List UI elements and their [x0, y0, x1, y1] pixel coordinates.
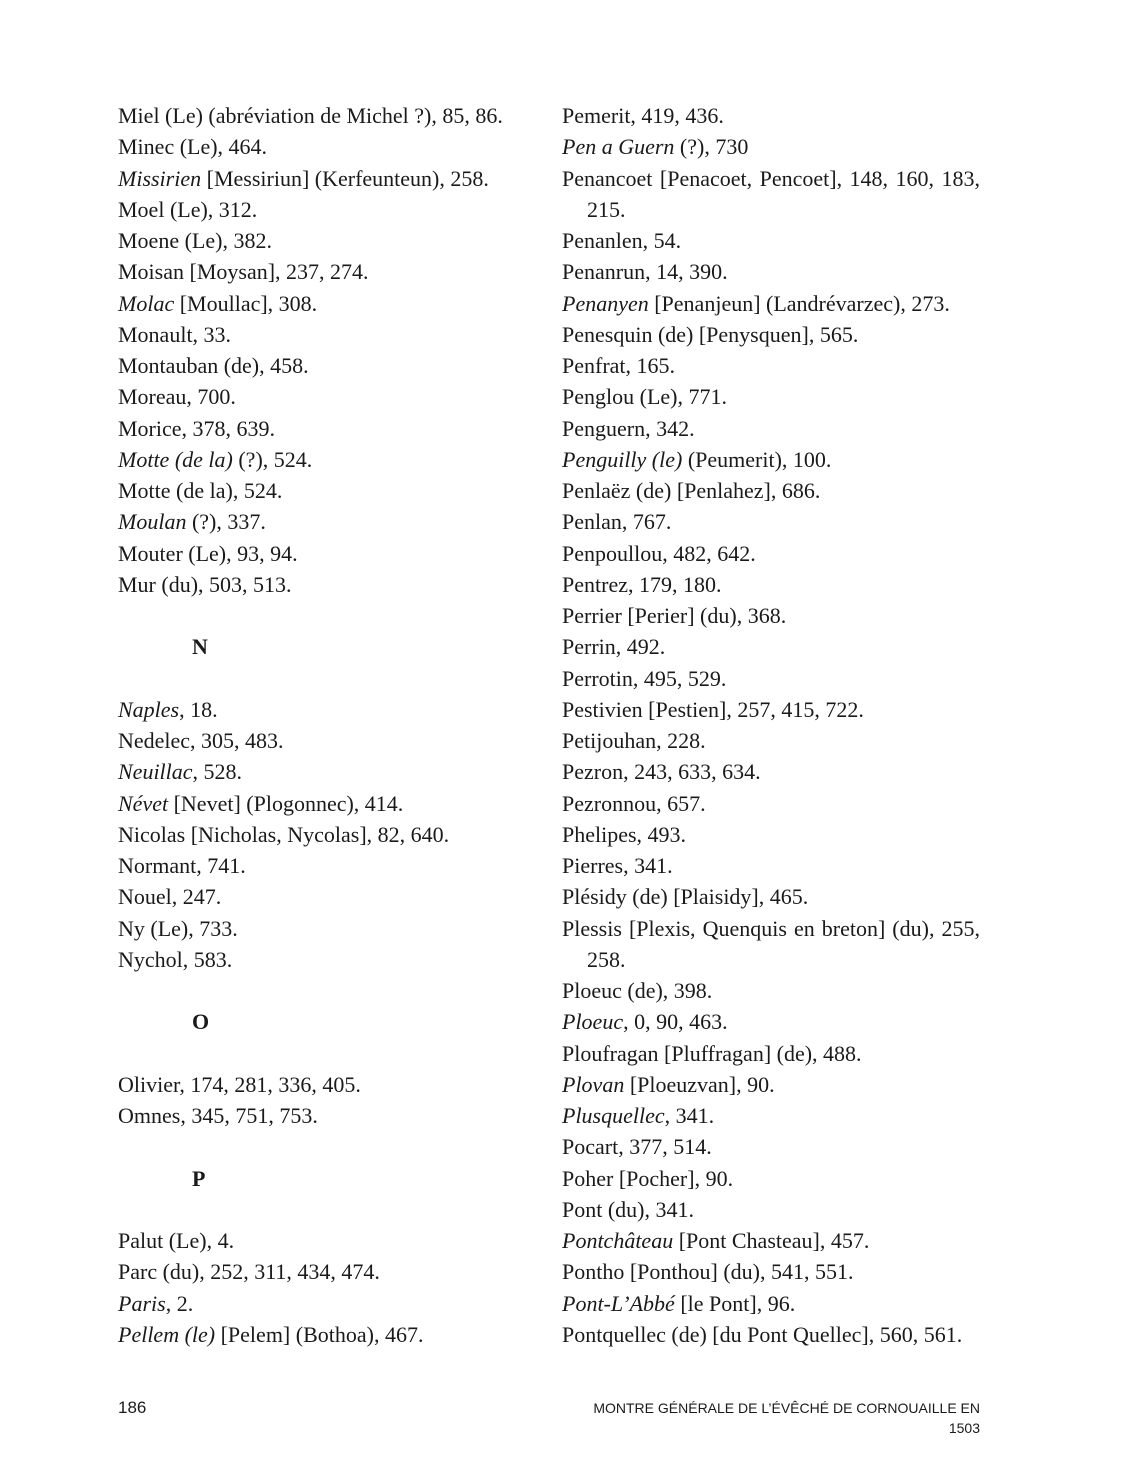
- index-entry: [118, 756, 543, 787]
- index-entry: [562, 756, 980, 787]
- index-entry: [118, 538, 543, 569]
- index-entry-text: Pontho [Ponthou] (du), 541, 551.: [562, 1259, 854, 1285]
- index-entry-text: Omnes, 345, 751, 753.: [118, 1103, 318, 1128]
- index-entry: [118, 288, 543, 319]
- index-entry: [562, 631, 980, 662]
- index-entry-text: , 2.: [165, 1290, 194, 1316]
- index-entry: [562, 850, 980, 881]
- section-spacer: [118, 600, 543, 631]
- index-entry-text: (Peumerit), 100.: [682, 446, 832, 472]
- section-letter-heading: P: [192, 1165, 206, 1191]
- index-entry: [562, 913, 980, 976]
- index-entry: [562, 225, 980, 256]
- index-entry: [562, 506, 980, 537]
- index-entry: [562, 100, 980, 131]
- index-entry: [562, 600, 980, 631]
- index-entry: [118, 225, 543, 256]
- index-entry: [562, 319, 980, 350]
- index-entry-text: Penanlen, 54.: [562, 228, 682, 253]
- index-entry-text: Nedelec, 305, 483.: [118, 728, 284, 753]
- index-entry-text: Mouter (Le), 93, 94.: [118, 540, 298, 566]
- index-entry: [118, 819, 543, 850]
- index-entry-text: (?), 730: [674, 134, 749, 160]
- index-entry-italic-name: Penanyen: [562, 290, 649, 316]
- index-entry: [562, 538, 980, 569]
- index-entry: [118, 444, 543, 475]
- index-entry-text: [Nevet] (Plogonnec), 414.: [168, 790, 404, 816]
- index-entry-text: Olivier, 174, 281, 336, 405.: [118, 1071, 361, 1097]
- section-spacer: [118, 1131, 543, 1162]
- index-entry-text: Pemerit, 419, 436.: [562, 103, 724, 128]
- index-entry-text: Pezronnou, 657.: [562, 790, 706, 816]
- index-entry: [562, 413, 980, 444]
- index-entry-italic-name: Penguilly (le): [562, 446, 683, 472]
- index-entry: [562, 1225, 980, 1256]
- right-index-column: [562, 100, 980, 1350]
- index-entry-text: Montauban (de), 458.: [118, 353, 309, 378]
- index-entry-text: Pont (du), 341.: [562, 1196, 694, 1222]
- index-entry: [562, 1069, 980, 1100]
- index-entry: [118, 725, 543, 756]
- index-entry: [562, 975, 980, 1006]
- index-entry: [562, 475, 980, 506]
- index-entry: [118, 475, 543, 506]
- index-entry: [118, 1288, 543, 1319]
- running-title: MONTRE GÉNÉRALE DE L’ÉVÊCHÉ DE CORNOUAILLE EN 1503: [593, 1400, 980, 1436]
- index-entry-text: Morice, 378, 639.: [118, 415, 276, 441]
- index-entry-text: Ploufragan [Pluffragan] (de), 488.: [562, 1040, 862, 1066]
- section-spacer: [118, 1038, 543, 1069]
- index-entry-text: Moel (Le), 312.: [118, 196, 258, 222]
- index-entry-text: Parc (du), 252, 311, 434, 474.: [118, 1259, 380, 1285]
- index-entry-text: Ny (Le), 733.: [118, 915, 238, 941]
- index-entry: [118, 163, 543, 194]
- index-entry: [118, 350, 543, 381]
- index-entry: [562, 1038, 980, 1069]
- index-entry: [562, 1288, 980, 1319]
- index-entry-text: Plésidy (de) [Plaisidy], 465.: [562, 884, 809, 910]
- index-entry: [118, 194, 543, 225]
- index-entry-text: Pocart, 377, 514.: [562, 1134, 712, 1160]
- section-spacer: [118, 663, 543, 694]
- index-entry-text: [Penanjeun] (Landrévarzec), 273.: [648, 290, 950, 316]
- index-entry-text: Ploeuc (de), 398.: [562, 978, 713, 1003]
- index-entry-text: Perrin, 492.: [562, 634, 666, 660]
- index-entry: [118, 881, 543, 912]
- index-entry-text: [Messiriun] (Kerfeunteun), 258.: [201, 165, 489, 191]
- index-entry: [118, 100, 543, 131]
- index-entry: [562, 256, 980, 287]
- index-entry-text: Perrier [Perier] (du), 368.: [562, 603, 787, 628]
- index-entry-italic-name: Neuillac: [118, 759, 193, 785]
- left-index-column: [118, 100, 543, 1350]
- index-entry: [118, 788, 543, 819]
- index-entry-italic-name: Pont-L’Abbé: [562, 1290, 675, 1316]
- index-entry-text: (?), 337.: [186, 509, 266, 535]
- index-entry: [562, 569, 980, 600]
- index-entry: [562, 819, 980, 850]
- index-entry: [562, 1006, 980, 1037]
- index-entry: [562, 1256, 980, 1287]
- index-entry-text: Penfrat, 165.: [562, 353, 676, 378]
- index-entry-text: Pezron, 243, 633, 634.: [562, 759, 761, 785]
- index-entry: [562, 725, 980, 756]
- index-entry-text: Mur (du), 503, 513.: [118, 571, 292, 597]
- index-entry-text: Pestivien [Pestien], 257, 415, 722.: [562, 696, 864, 722]
- index-entry-text: [Ploeuzvan], 90.: [624, 1071, 775, 1097]
- index-entry: [562, 694, 980, 725]
- index-entry: [118, 913, 543, 944]
- index-entry-text: Motte (de la), 524.: [118, 478, 283, 503]
- index-entry-text: (?), 524.: [232, 446, 313, 472]
- index-entry: [118, 506, 543, 537]
- index-entry: [118, 944, 543, 975]
- index-entry-text: Minec (Le), 464.: [118, 134, 268, 160]
- index-entry-italic-name: Moulan: [118, 509, 187, 535]
- index-entry: [562, 288, 980, 319]
- index-entry-italic-name: Missirien: [118, 165, 202, 191]
- index-entry-text: Penancoet [Penacoet, Pencoet], 148, 160, 183, 215.: [562, 165, 980, 222]
- index-entry-text: Penguern, 342.: [562, 415, 695, 441]
- index-entry-text: Palut (Le), 4.: [118, 1228, 235, 1253]
- index-entry: [562, 1319, 980, 1350]
- index-entry-text: Miel (Le) (abréviation de Michel ?), 85, 86.: [118, 103, 503, 128]
- index-entry: [118, 1225, 543, 1256]
- index-entry-italic-name: Plusquellec: [562, 1103, 665, 1128]
- index-entry-text: [Pont Chasteau], 457.: [673, 1228, 870, 1253]
- index-entry-text: Nychol, 583.: [118, 946, 233, 972]
- index-entry-italic-name: Pontchâteau: [562, 1228, 674, 1253]
- index-entry-text: Pentrez, 179, 180.: [562, 571, 722, 597]
- section-spacer: [118, 975, 543, 1006]
- section-letter-heading: N: [192, 634, 208, 660]
- index-entry: [562, 881, 980, 912]
- index-entry-text: Pontquellec (de) [du Pont Quellec], 560, 561.: [562, 1321, 963, 1347]
- index-entry: [118, 569, 543, 600]
- index-entry-text: Penanrun, 14, 390.: [562, 259, 728, 285]
- index-entry-text: [Moullac], 308.: [174, 290, 318, 316]
- index-entry-text: Moene (Le), 382.: [118, 228, 272, 253]
- index-entry-text: [le Pont], 96.: [674, 1290, 796, 1316]
- index-entry: [118, 413, 543, 444]
- index-entry: [118, 319, 543, 350]
- index-entry-text: , 0, 90, 463.: [623, 1009, 728, 1035]
- index-entry: [118, 850, 543, 881]
- index-entry-text: Nicolas [Nicholas, Nycolas], 82, 640.: [118, 821, 450, 847]
- index-entry-text: Moreau, 700.: [118, 384, 236, 410]
- index-entry-text: Perrotin, 495, 529.: [562, 665, 727, 691]
- index-entry-italic-name: Névet: [118, 790, 169, 816]
- page-number: 186: [118, 1398, 147, 1417]
- index-entry: [562, 1131, 980, 1162]
- index-entry-italic-name: Pellem (le): [118, 1321, 216, 1347]
- section-spacer: [118, 1194, 543, 1225]
- index-entry: [562, 663, 980, 694]
- index-entry-text: Normant, 741.: [118, 853, 246, 878]
- index-entry: [562, 1100, 980, 1131]
- index-entry-text: Phelipes, 493.: [562, 821, 687, 847]
- index-entry-italic-name: Pen a Guern: [562, 134, 675, 160]
- index-entry-italic-name: Naples: [118, 696, 180, 722]
- index-entry-text: Penpoullou, 482, 642.: [562, 540, 756, 566]
- index-entry-text: Moisan [Moysan], 237, 274.: [118, 259, 369, 285]
- section-letter-heading: O: [192, 1009, 210, 1035]
- index-entry: [562, 788, 980, 819]
- index-entry-text: Penesquin (de) [Penysquen], 565.: [562, 321, 859, 347]
- index-entry: [118, 1319, 543, 1350]
- index-entry: [562, 131, 980, 162]
- index-entry: [118, 694, 543, 725]
- index-entry-text: , 18.: [179, 696, 218, 722]
- index-entry: [562, 444, 980, 475]
- index-entry-text: , 341.: [664, 1103, 715, 1128]
- index-entry: [118, 1100, 543, 1131]
- index-entry: [118, 131, 543, 162]
- index-entry-text: Penglou (Le), 771.: [562, 384, 727, 410]
- index-entry: [118, 381, 543, 412]
- index-entry-italic-name: Motte (de la): [118, 446, 233, 472]
- index-entry-text: Penlan, 767.: [562, 509, 672, 535]
- index-entry-text: Poher [Pocher], 90.: [562, 1165, 734, 1191]
- index-entry-text: Petijouhan, 228.: [562, 728, 706, 753]
- index-entry-text: Penlaëz (de) [Penlahez], 686.: [562, 478, 821, 503]
- index-entry-italic-name: Plovan: [562, 1071, 625, 1097]
- index-entry-text: [Pelem] (Bothoa), 467.: [215, 1321, 424, 1347]
- index-entry-text: Nouel, 247.: [118, 884, 222, 910]
- index-entry-text: Pierres, 341.: [562, 853, 673, 878]
- index-entry: [118, 1069, 543, 1100]
- index-entry: [562, 350, 980, 381]
- index-entry-text: , 528.: [192, 759, 243, 785]
- index-entry: [562, 163, 980, 226]
- index-entry: [118, 1256, 543, 1287]
- index-entry-italic-name: Molac: [118, 290, 175, 316]
- index-entry-italic-name: Ploeuc: [562, 1009, 624, 1035]
- index-entry: [562, 381, 980, 412]
- index-entry-text: Monault, 33.: [118, 321, 232, 347]
- index-entry-italic-name: Paris: [118, 1290, 166, 1316]
- index-entry: [562, 1163, 980, 1194]
- index-entry: [562, 1194, 980, 1225]
- index-entry: [118, 256, 543, 287]
- index-entry-text: Plessis [Plexis, Quenquis en breton] (du), 255, 258.: [562, 915, 980, 972]
